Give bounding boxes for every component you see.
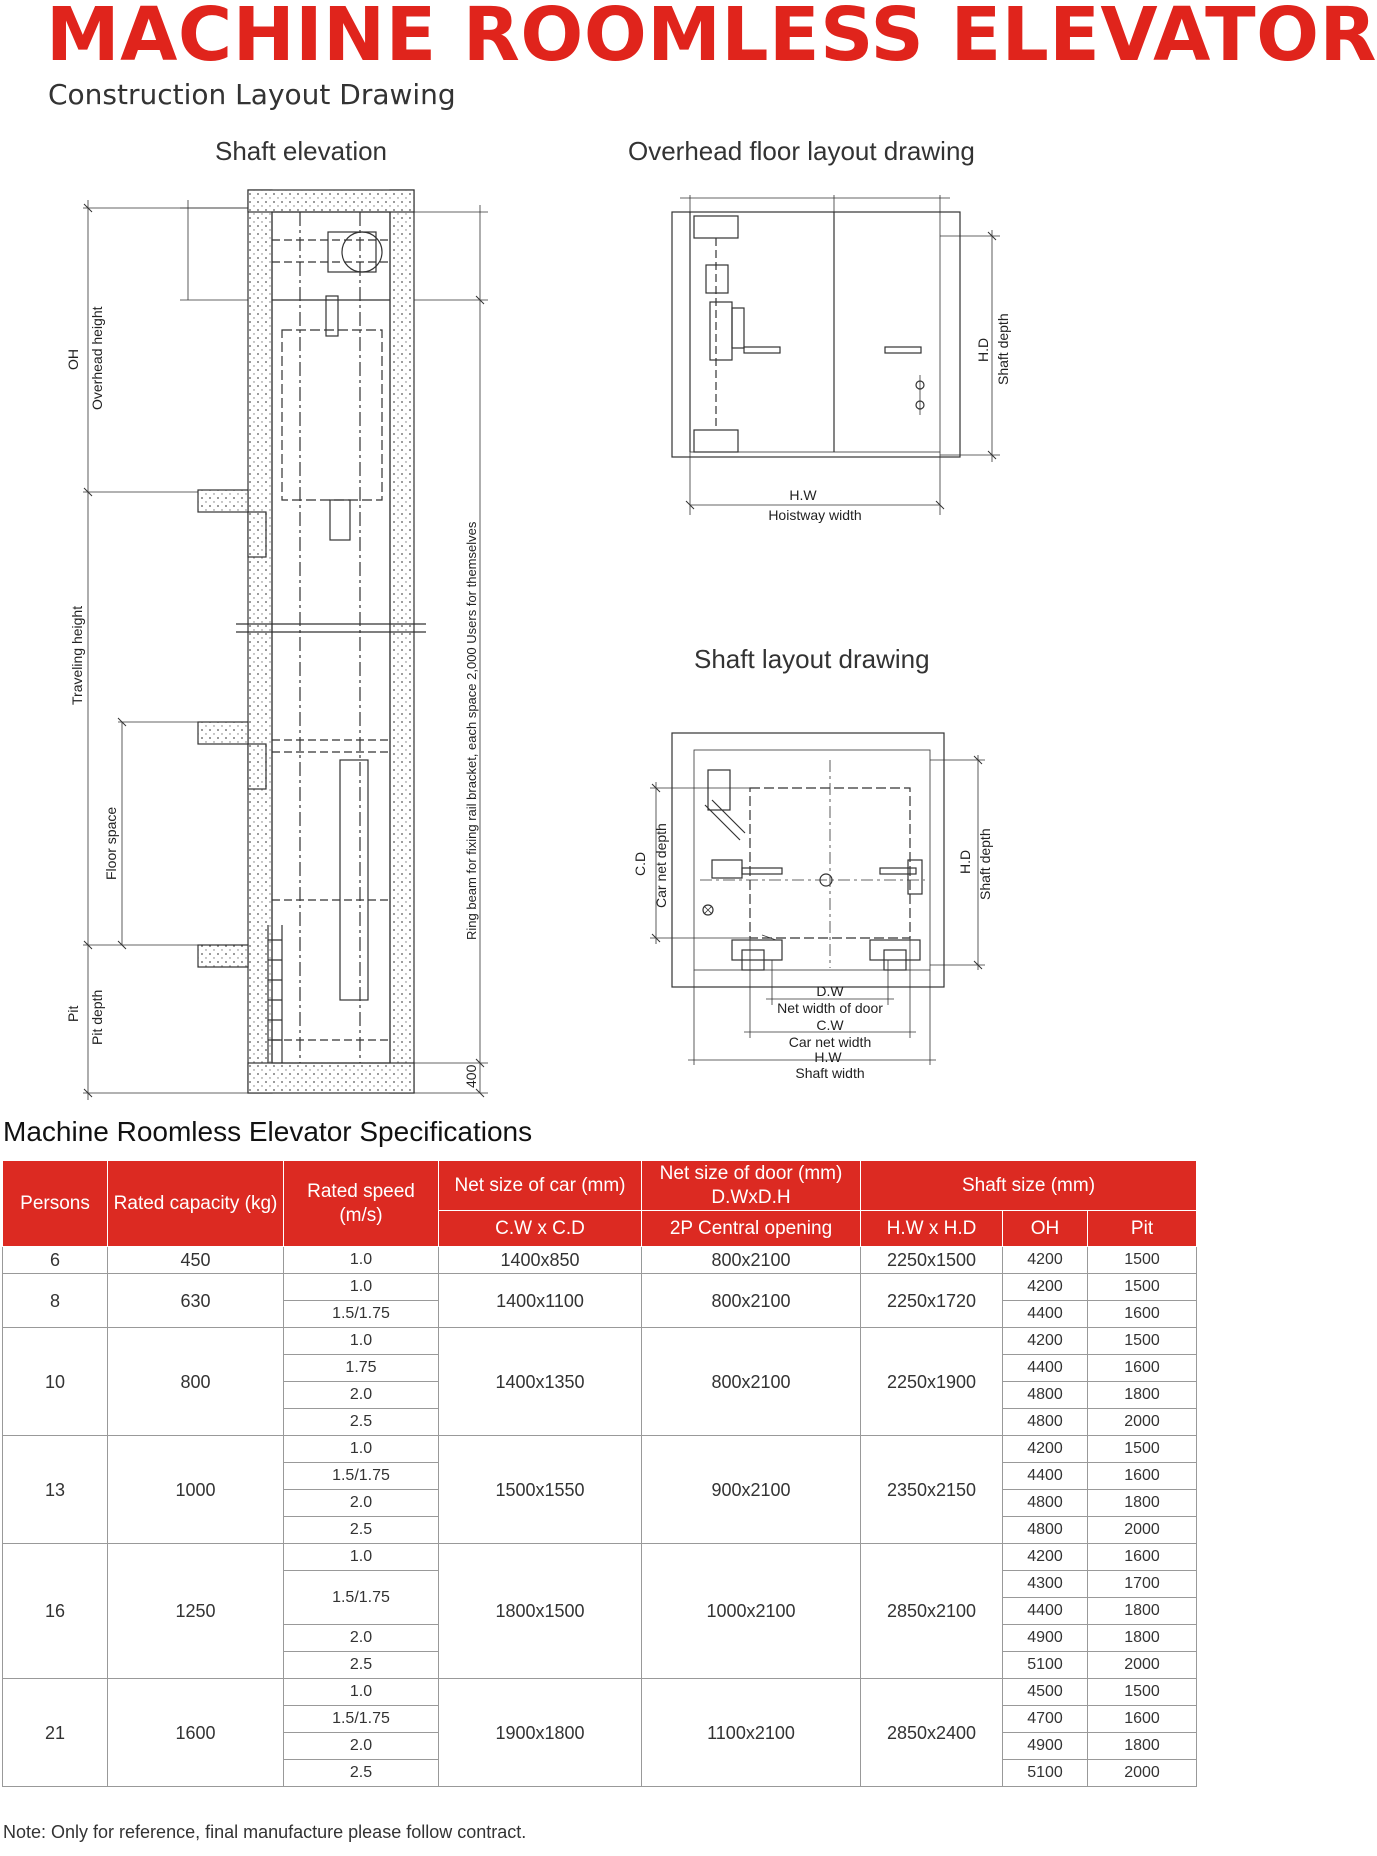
pit-cell: 1600 (1088, 1301, 1197, 1328)
shaft-layout-caption: Shaft layout drawing (694, 644, 930, 674)
dw-label: D.W (816, 983, 844, 999)
speed-cell: 2.5 (284, 1760, 439, 1787)
car-net-width-label: Car net width (788, 1034, 872, 1050)
footnote: Note: Only for reference, final manufacture please follow contract. (3, 1822, 527, 1842)
oh-cell: 5100 (1003, 1652, 1088, 1679)
spec-heading: Machine Roomless Elevator Specifications (3, 1116, 533, 1147)
oh-cell: 4800 (1003, 1517, 1088, 1544)
speed-cell: 1.5/1.75 (284, 1706, 439, 1733)
oh-cell: 4800 (1003, 1382, 1088, 1409)
col-door-size: Net size of door (mm) D.WxD.H (642, 1161, 861, 1211)
pit-cell: 2000 (1088, 1760, 1197, 1787)
speed-cell: 2.5 (284, 1517, 439, 1544)
overhead-height-label: Overhead height (89, 306, 105, 410)
pit-cell: 1800 (1088, 1625, 1197, 1652)
spec-table (2, 1160, 1197, 1787)
shaft-size-cell: 2850x2100 (861, 1544, 1003, 1679)
pit-cell: 1800 (1088, 1382, 1197, 1409)
layout-hw-label: H.W (814, 1049, 842, 1065)
layout-hd-label: H.D (957, 849, 973, 874)
persons-cell: 21 (3, 1679, 108, 1787)
capacity-cell: 1250 (108, 1544, 284, 1679)
persons-cell: 6 (3, 1247, 108, 1274)
persons-cell: 13 (3, 1436, 108, 1544)
table-row (3, 1274, 1197, 1301)
pit-cell: 1800 (1088, 1733, 1197, 1760)
speed-cell: 2.0 (284, 1382, 439, 1409)
pit-cell: 1500 (1088, 1247, 1197, 1274)
speed-cell: 1.75 (284, 1355, 439, 1382)
table-row (3, 1436, 1197, 1463)
oh-cell: 4700 (1003, 1706, 1088, 1733)
car-size-cell: 1500x1550 (439, 1436, 642, 1544)
pit-label: Pit (65, 1005, 81, 1022)
pit-cell: 1800 (1088, 1598, 1197, 1625)
ring-beam-label: Ring beam for fixing rail bracket, each space 2,000 Users for themselves (464, 521, 479, 940)
overhead-hw-label: H.W (789, 487, 817, 503)
capacity-cell: 630 (108, 1274, 284, 1328)
overhead-floor-drawing (672, 195, 1000, 515)
spec-table-body (3, 1247, 1197, 1787)
speed-cell: 1.0 (284, 1274, 439, 1301)
oh-cell: 4400 (1003, 1463, 1088, 1490)
oh-label: OH (65, 349, 81, 370)
car-size-cell: 1400x1350 (439, 1328, 642, 1436)
persons-cell: 16 (3, 1544, 108, 1679)
pit-cell: 1600 (1088, 1706, 1197, 1733)
capacity-cell: 1600 (108, 1679, 284, 1787)
pit-cell: 2000 (1088, 1517, 1197, 1544)
col-shaft-size: Shaft size (mm) (861, 1161, 1197, 1211)
oh-cell: 5100 (1003, 1760, 1088, 1787)
car-net-depth-label: Car net depth (653, 823, 669, 908)
table-row (3, 1247, 1197, 1274)
shaft-size-cell: 2250x1900 (861, 1328, 1003, 1436)
capacity-cell: 450 (108, 1247, 284, 1274)
shaft-size-cell: 2250x1500 (861, 1247, 1003, 1274)
oh-cell: 4400 (1003, 1355, 1088, 1382)
pit-cell: 1600 (1088, 1463, 1197, 1490)
oh-cell: 4200 (1003, 1328, 1088, 1355)
capacity-cell: 800 (108, 1328, 284, 1436)
col-car-size: Net size of car (mm) (439, 1161, 642, 1211)
speed-cell: 1.0 (284, 1544, 439, 1571)
table-row (3, 1328, 1197, 1355)
oh-cell: 4200 (1003, 1247, 1088, 1274)
col-car-size-sub: C.W x C.D (439, 1211, 642, 1247)
pit-cell: 1700 (1088, 1571, 1197, 1598)
page-title: MACHINE ROOMLESS ELEVATOR (46, 0, 1377, 78)
door-size-cell: 800x2100 (642, 1328, 861, 1436)
oh-cell: 4900 (1003, 1733, 1088, 1760)
pit-cell: 1600 (1088, 1544, 1197, 1571)
oh-cell: 4200 (1003, 1436, 1088, 1463)
col-door-size-sub: 2P Central opening (642, 1211, 861, 1247)
overhead-floor-caption: Overhead floor layout drawing (628, 136, 975, 166)
layout-cd-label: C.D (632, 851, 648, 876)
speed-cell: 1.0 (284, 1679, 439, 1706)
dim-400-label: 400 (463, 1064, 479, 1088)
speed-cell: 2.0 (284, 1625, 439, 1652)
overhead-hd-label: H.D (975, 337, 991, 362)
shaft-size-cell: 2250x1720 (861, 1274, 1003, 1328)
speed-cell: 1.5/1.75 (284, 1463, 439, 1490)
table-row (3, 1679, 1197, 1706)
floor-space-label: Floor space (103, 806, 119, 880)
table-row (3, 1544, 1197, 1571)
pit-cell: 1600 (1088, 1355, 1197, 1382)
car-size-cell: 1900x1800 (439, 1679, 642, 1787)
oh-cell: 4900 (1003, 1625, 1088, 1652)
oh-cell: 4300 (1003, 1571, 1088, 1598)
shaft-elevation-drawing (83, 190, 488, 1100)
shaft-size-cell: 2850x2400 (861, 1679, 1003, 1787)
speed-cell: 2.5 (284, 1652, 439, 1679)
persons-cell: 10 (3, 1328, 108, 1436)
col-persons: Persons (3, 1161, 108, 1247)
layout-shaft-width-label: Shaft width (795, 1065, 865, 1081)
door-size-cell: 900x2100 (642, 1436, 861, 1544)
door-size-cell: 1100x2100 (642, 1679, 861, 1787)
pit-cell: 2000 (1088, 1652, 1197, 1679)
speed-cell: 1.5/1.75 (284, 1571, 439, 1625)
hoistway-width-label: Hoistway width (768, 507, 862, 523)
pit-cell: 2000 (1088, 1409, 1197, 1436)
oh-cell: 4200 (1003, 1274, 1088, 1301)
net-width-of-door-label: Net width of door (777, 1000, 883, 1016)
oh-cell: 4500 (1003, 1679, 1088, 1706)
pit-cell: 1500 (1088, 1274, 1197, 1301)
door-size-cell: 1000x2100 (642, 1544, 861, 1679)
oh-cell: 4800 (1003, 1490, 1088, 1517)
speed-cell: 2.0 (284, 1733, 439, 1760)
col-shaft-hwhd: H.W x H.D (861, 1211, 1003, 1247)
speed-cell: 1.0 (284, 1328, 439, 1355)
traveling-height-label: Traveling height (69, 605, 85, 705)
overhead-shaft-depth-label: Shaft depth (995, 313, 1011, 385)
pit-cell: 1500 (1088, 1679, 1197, 1706)
speed-cell: 1.0 (284, 1436, 439, 1463)
pit-depth-label: Pit depth (89, 989, 105, 1045)
col-pit: Pit (1088, 1211, 1197, 1247)
pit-cell: 1800 (1088, 1490, 1197, 1517)
shaft-elevation-caption: Shaft elevation (215, 136, 388, 166)
car-size-cell: 1400x850 (439, 1247, 642, 1274)
pit-cell: 1500 (1088, 1436, 1197, 1463)
oh-cell: 4200 (1003, 1544, 1088, 1571)
cw-label: C.W (816, 1017, 844, 1033)
shaft-size-cell: 2350x2150 (861, 1436, 1003, 1544)
car-size-cell: 1400x1100 (439, 1274, 642, 1328)
speed-cell: 2.5 (284, 1409, 439, 1436)
col-rated-speed: Rated speed (m/s) (284, 1161, 439, 1247)
door-size-cell: 800x2100 (642, 1274, 861, 1328)
oh-cell: 4400 (1003, 1301, 1088, 1328)
layout-shaft-depth-label: Shaft depth (977, 828, 993, 900)
oh-cell: 4400 (1003, 1598, 1088, 1625)
capacity-cell: 1000 (108, 1436, 284, 1544)
col-oh: OH (1003, 1211, 1088, 1247)
oh-cell: 4800 (1003, 1409, 1088, 1436)
car-size-cell: 1800x1500 (439, 1544, 642, 1679)
persons-cell: 8 (3, 1274, 108, 1328)
speed-cell: 1.5/1.75 (284, 1301, 439, 1328)
col-rated-capacity: Rated capacity (kg) (108, 1161, 284, 1247)
page-subtitle: Construction Layout Drawing (48, 78, 456, 111)
door-size-cell: 800x2100 (642, 1247, 861, 1274)
pit-cell: 1500 (1088, 1328, 1197, 1355)
speed-cell: 1.0 (284, 1247, 439, 1274)
speed-cell: 2.0 (284, 1490, 439, 1517)
